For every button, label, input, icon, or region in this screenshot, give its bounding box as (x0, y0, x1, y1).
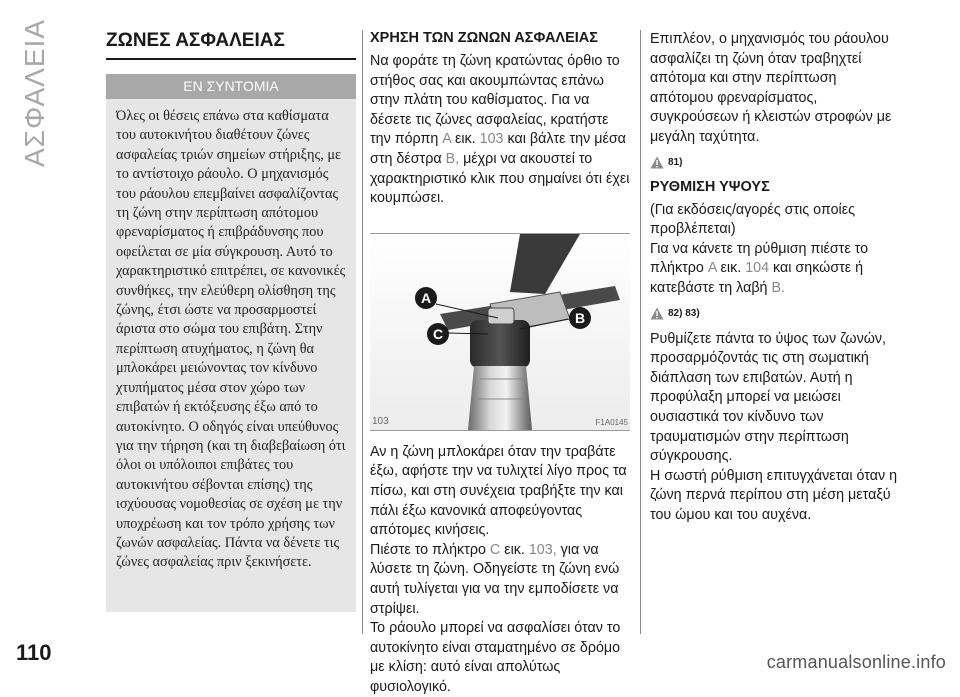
figure-code: F1A0145 (595, 417, 628, 427)
watermark: carmanualsonline.info (766, 652, 946, 672)
usage-paragraph-4: Το ράουλο μπορεί να ασφαλίσει όταν το αυτοκίνητο είναι σταματημένο σε δρόμο με κλίση: αυτό είναι απολύτως φυσιολογικό. (370, 620, 621, 695)
usage-paragraph-1: Να φοράτε τη ζώνη κρατώντας όρθιο το στήθος σας και ακουμπώντας επάνω στην πλάτη του καθίσματος. Για να δέσετε τις ζώνες ασφαλείας, κρατήστε την πόρπη A εικ. 103 και βάλτε την μέσα στη δέστρα B, μέχρι να ακουστεί το χαρακτηριστικό κλικ που σημαίνει ότι έχει κουμπώσει. (370, 53, 630, 207)
correct-adjust-paragraph: Η σωστή ρύθμιση επιτυγχάνεται όταν η ζώνη περνά περίπου στη μέση μεταξύ του ώμου και του αυχένα. (650, 467, 898, 523)
figure-label-c: C (432, 325, 444, 342)
retractor-paragraph: Επιπλέον, ο μηχανισμός του ράουλου ασφαλίζει τη ζώνη όταν τραβηχτεί απότομα και στην περίπτωση απότομου φρεναρίσματος, συγκρούσεων ή κλειστών στροφών με μεγάλη ταχύτητα. (650, 31, 892, 145)
usage-paragraph-3: Πιέστε το πλήκτρο C εικ. 103, για να λύσετε τη ζώνη. Οδηγείστε τη ζώνη ενώ αυτή τυλίγεται για να την εμποδίσετε να στρίψει. (370, 541, 620, 617)
column-left (106, 30, 356, 612)
summary-box-title: ΕΝ ΣΥΝΤΟΜΙΑ (106, 74, 356, 99)
warning-ref-1 (650, 156, 900, 169)
page-number: 110 (16, 640, 52, 665)
warning-triangle-icon (650, 156, 664, 169)
ref-figure-104: 104 (745, 260, 770, 277)
height-adjust-heading: ΡΥΘΜΙΣΗ ΥΨΟΥΣ (650, 178, 770, 195)
summary-box-text: Όλες οι θέσεις επάνω στα καθίσματα του αυτοκινήτου διαθέτουν ζώνες ασφαλείας τριών σημείων στήριξης, με το αντίστοιχο ράουλο. Ο μηχανισμός του ράουλου επεμβαίνει ασφαλίζοντας τη ζώνη στην περίπτωση απότομου φρεναρίσματος ή επιβράδυνσης που οφείλεται σε μία σύγκρουση. Αυτό το χαρακτηριστικό επιτρέπει, σε κανονικές συνθήκες, την ελεύθερη ολίσθηση της ζώνης, έτσι ώστε να προσαρμοστεί άριστα στο σώμα του επιβάτη. Στην περίπτωση ατυχήματος, η ζώνη θα μπλοκάρει μειώνοντας τον κίνδυνο χτυπήματος μέσα στον χώρο των επιβατών ή εκτόξευσης έξω από το αυτοκίνητο. Ο οδηγός είναι υπεύθυνος για την τήρηση (και τη διαβεβαίωση ότι όλοι οι υπόλοιποι επιβάτες του αυτοκινήτου σέβονται επίσης) της ισχύουσας νομοθεσίας σε σχέση με την υποχρέωση και τον τρόπο χρήσης των ζωνών ασφαλείας. Πάντα να δένετε τις ζώνες ασφαλείας πριν ξεκινήσετε. (116, 108, 346, 571)
side-tab (10, 20, 60, 165)
ref-figure-103-b: 103, (528, 541, 557, 558)
ref-figure-103: 103 (479, 131, 504, 148)
column-divider-1 (362, 30, 363, 634)
warning-ref-2-text: 82) 83) (668, 307, 700, 319)
column-right (650, 30, 900, 525)
warning-ref-2 (650, 307, 900, 320)
side-tab-label: ΑΣΦΑΛΕΙΑ (19, 18, 50, 167)
column-middle (370, 30, 630, 697)
height-advice-paragraph: Ρυθμίζετε πάντα το ύψος των ζωνών, προσαρμόζοντάς τις στη σωματική διάπλαση των επιβατών. Αυτή η προφύλαξη μπορεί να μειώσει ουσιαστικά τον κίνδυνο των τραυματισμών στην περίπτωση σύγκρουσης. (650, 330, 887, 465)
height-adjust-paragraph: Για να κάνετε τη ρύθμιση πιέστε το πλήκτρο A εικ. 104 και σηκώστε ή κατεβάστε τη λαβή B. (650, 240, 869, 296)
usage-heading: ΧΡΗΣΗ ΤΩΝ ΖΩΝΩΝ ΑΣΦΑΛΕΙΑΣ (370, 30, 598, 46)
height-adjust-note: (Για εκδόσεις/αγορές στις οποίες προβλέπεται) (650, 201, 855, 238)
ref-button-c: C (489, 541, 501, 558)
figure-number: 103 (372, 415, 389, 427)
ref-button-a: A (707, 260, 717, 277)
summary-box (106, 74, 356, 612)
warning-triangle-icon (650, 307, 664, 320)
ref-tongue-a: A (442, 131, 452, 148)
ref-handle-b: B. (771, 279, 785, 296)
seatbelt-buckle-illustration (370, 234, 630, 430)
figure-label-b: B (574, 309, 586, 326)
column-divider-2 (640, 30, 641, 634)
warning-ref-1-text: 81) (668, 156, 683, 168)
ref-buckle-b: B, (445, 150, 460, 167)
figure-103 (370, 233, 630, 431)
section-title: ΖΩΝΕΣ ΑΣΦΑΛΕΙΑΣ (106, 30, 356, 60)
figure-label-a: A (420, 289, 432, 306)
usage-paragraph-2: Αν η ζώνη μπλοκάρει όταν την τραβάτε έξω, αφήστε την να τυλιχτεί λίγο προς τα πίσω, και στη συνέχεια τραβήξτε την και πάλι έξω κανονικά αποφεύγοντας απότομες κινήσεις. (370, 443, 627, 539)
